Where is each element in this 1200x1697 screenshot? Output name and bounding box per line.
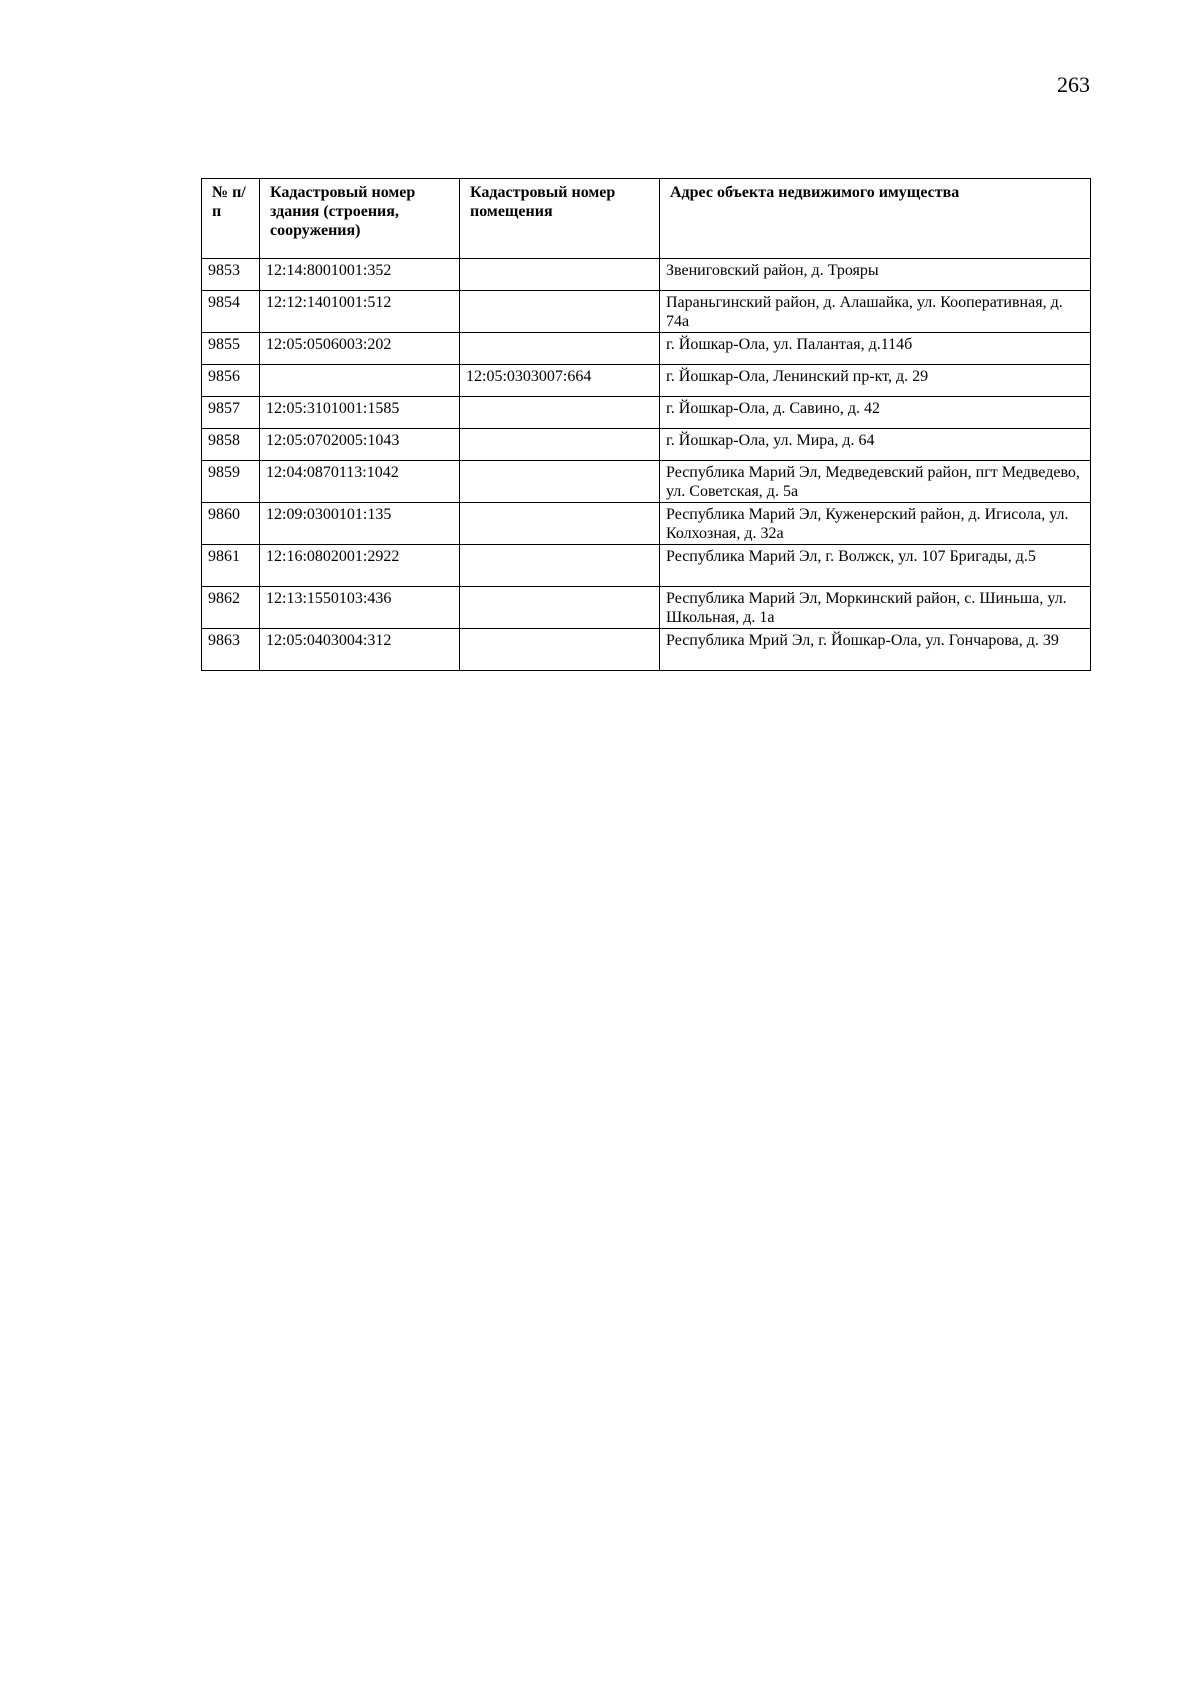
- table-row: [202, 461, 1091, 503]
- row-building-cadastral: 12:04:0870113:1042: [260, 461, 460, 503]
- row-num: 9855: [202, 333, 260, 365]
- row-num: 9856: [202, 365, 260, 397]
- row-num: 9861: [202, 545, 260, 587]
- table-row: [202, 587, 1091, 629]
- header-building-cadastral: Кадастровый номер здания (строения, сооружения): [260, 179, 460, 259]
- table-row: [202, 333, 1091, 365]
- header-address: Адрес объекта недвижимого имущества: [660, 179, 1091, 259]
- row-building-cadastral: 12:05:0702005:1043: [260, 429, 460, 461]
- row-building-cadastral: 12:05:0403004:312: [260, 629, 460, 671]
- row-building-cadastral: [260, 365, 460, 397]
- row-num: 9862: [202, 587, 260, 629]
- row-address: Параньгинский район, д. Алашайка, ул. Кооперативная, д. 74а: [660, 291, 1091, 333]
- table-row: [202, 291, 1091, 333]
- row-premise-cadastral: [460, 629, 660, 671]
- row-premise-cadastral: [460, 397, 660, 429]
- row-address: Звениговский район, д. Трояры: [660, 259, 1091, 291]
- row-num: 9854: [202, 291, 260, 333]
- table-row: [202, 545, 1091, 587]
- table-row: [202, 503, 1091, 545]
- row-address: Республика Марий Эл, Куженерский район, д. Игисола, ул. Колхозная, д. 32а: [660, 503, 1091, 545]
- property-table: [201, 178, 1091, 671]
- row-num: 9853: [202, 259, 260, 291]
- row-building-cadastral: 12:12:1401001:512: [260, 291, 460, 333]
- page-number: 263: [1057, 72, 1090, 97]
- row-address: Республика Марий Эл, г. Волжск, ул. 107 Бригады, д.5: [660, 545, 1091, 587]
- row-premise-cadastral: [460, 429, 660, 461]
- row-num: 9863: [202, 629, 260, 671]
- row-premise-cadastral: [460, 503, 660, 545]
- table-row: [202, 259, 1091, 291]
- row-premise-cadastral: [460, 545, 660, 587]
- header-premise-cadastral: Кадастровый номер помещения: [460, 179, 660, 259]
- row-building-cadastral: 12:05:3101001:1585: [260, 397, 460, 429]
- row-building-cadastral: 12:09:0300101:135: [260, 503, 460, 545]
- table-row: [202, 365, 1091, 397]
- row-address: г. Йошкар-Ола, д. Савино, д. 42: [660, 397, 1091, 429]
- row-num: 9860: [202, 503, 260, 545]
- row-num: 9859: [202, 461, 260, 503]
- table-row: [202, 629, 1091, 671]
- row-building-cadastral: 12:14:8001001:352: [260, 259, 460, 291]
- row-address: г. Йошкар-Ола, Ленинский пр-кт, д. 29: [660, 365, 1091, 397]
- row-address: г. Йошкар-Ола, ул. Палантая, д.114б: [660, 333, 1091, 365]
- table-header-row: [202, 179, 1091, 259]
- table-row: [202, 397, 1091, 429]
- row-premise-cadastral: [460, 461, 660, 503]
- row-building-cadastral: 12:16:0802001:2922: [260, 545, 460, 587]
- row-address: Республика Марий Эл, Моркинский район, с. Шиньша, ул. Школьная, д. 1а: [660, 587, 1091, 629]
- row-premise-cadastral: [460, 333, 660, 365]
- row-address: Республика Мрий Эл, г. Йошкар-Ола, ул. Гончарова, д. 39: [660, 629, 1091, 671]
- row-address: г. Йошкар-Ола, ул. Мира, д. 64: [660, 429, 1091, 461]
- row-num: 9858: [202, 429, 260, 461]
- row-address: Республика Марий Эл, Медведевский район, пгт Медведево, ул. Советская, д. 5а: [660, 461, 1091, 503]
- row-premise-cadastral: [460, 259, 660, 291]
- row-building-cadastral: 12:05:0506003:202: [260, 333, 460, 365]
- header-num: № п/п: [202, 179, 260, 259]
- row-premise-cadastral: [460, 291, 660, 333]
- row-premise-cadastral: [460, 587, 660, 629]
- row-num: 9857: [202, 397, 260, 429]
- row-building-cadastral: 12:13:1550103:436: [260, 587, 460, 629]
- table-row: [202, 429, 1091, 461]
- row-premise-cadastral: 12:05:0303007:664: [460, 365, 660, 397]
